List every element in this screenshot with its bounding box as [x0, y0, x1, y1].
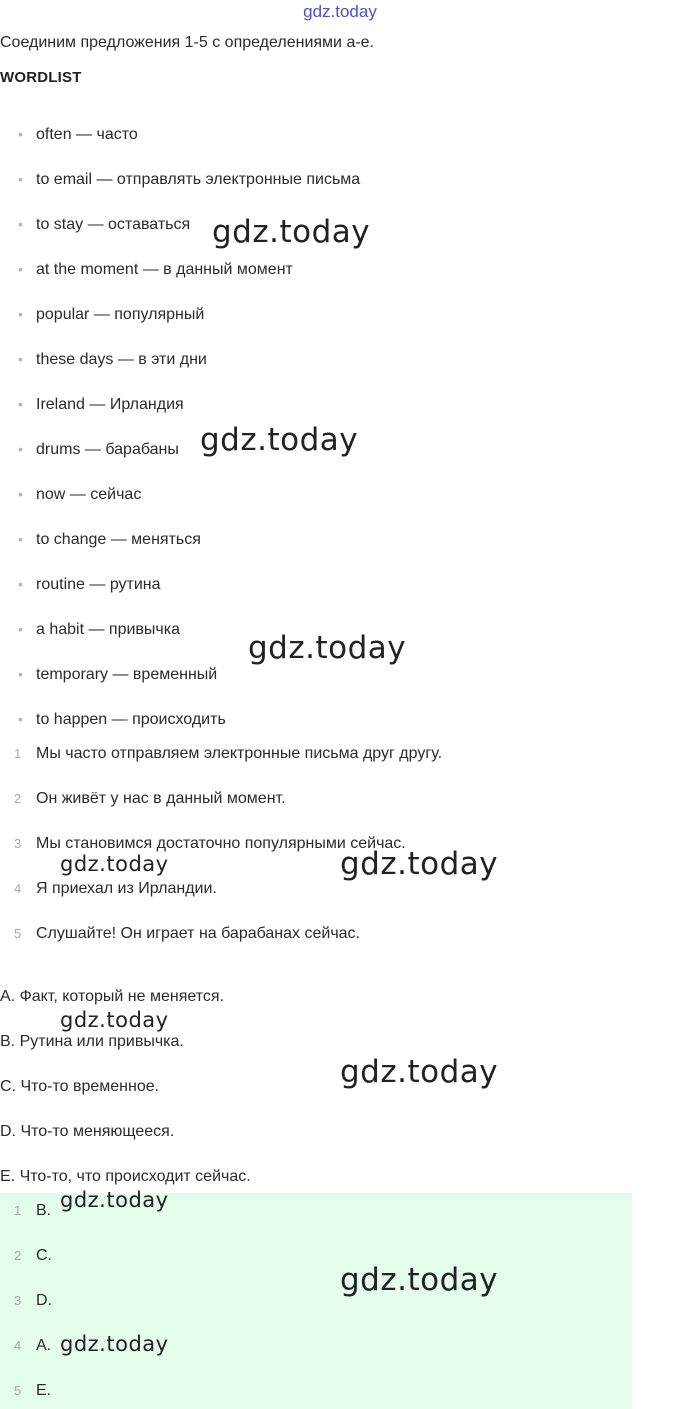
header-watermark: gdz.today	[303, 2, 377, 21]
wordlist-item: • to stay — оставаться	[18, 213, 190, 235]
wordlist-item: • to email — отправлять электронные письма	[18, 168, 360, 190]
bullet-icon: •	[18, 621, 23, 637]
watermark: gdz.today	[60, 1188, 169, 1212]
sentence-item: 1 Мы часто отправляем электронные письма друг другу.	[14, 745, 443, 762]
definition-item: E. Что-то, что происходит сейчас.	[0, 1168, 251, 1185]
bullet-icon: •	[18, 126, 23, 142]
wordlist-item: • Ireland — Ирландия	[18, 393, 184, 415]
watermark: gdz.today	[340, 1054, 499, 1090]
answer-item: 2 C.	[14, 1247, 52, 1264]
wordlist-item: • drums — барабаны	[18, 438, 179, 460]
bullet-icon: •	[18, 216, 23, 232]
bullet-icon: •	[18, 576, 23, 592]
task-instruction: Соединим предложения 1-5 с определениями a-e.	[0, 34, 375, 51]
bullet-icon: •	[18, 171, 23, 187]
definition-item: C. Что-то временное.	[0, 1078, 160, 1095]
watermark: gdz.today	[340, 846, 499, 882]
bullet-icon: •	[18, 486, 23, 502]
answer-item: 5 E.	[14, 1382, 52, 1399]
watermark: gdz.today	[60, 852, 169, 876]
answers-box	[0, 1193, 632, 1409]
bullet-icon: •	[18, 396, 23, 412]
watermark: gdz.today	[60, 1332, 169, 1356]
answer-item: 1 B.	[14, 1202, 52, 1219]
wordlist-item: • to change — меняться	[18, 528, 201, 550]
definition-item: A. Факт, который не меняется.	[0, 988, 225, 1005]
wordlist-item: • often — часто	[18, 123, 138, 145]
wordlist-item: • to happen — происходить	[18, 708, 226, 730]
sentence-item: 3 Мы становимся достаточно популярными сейчас.	[14, 835, 406, 852]
wordlist-heading: WORDLIST	[0, 69, 82, 86]
wordlist-item: • temporary — временный	[18, 663, 217, 685]
bullet-icon: •	[18, 351, 23, 367]
definition-item: D. Что-то меняющееся.	[0, 1123, 175, 1140]
bullet-icon: •	[18, 261, 23, 277]
watermark: gdz.today	[340, 1262, 499, 1298]
wordlist-item: • now — сейчас	[18, 483, 141, 505]
sentence-item: 4 Я приехал из Ирландии.	[14, 880, 217, 897]
bullet-icon: •	[18, 666, 23, 682]
sentence-item: 5 Слушайте! Он играет на барабанах сейчас.	[14, 925, 360, 942]
wordlist-item: • popular — популярный	[18, 303, 204, 325]
answer-item: 3 D.	[14, 1292, 52, 1309]
watermark: gdz.today	[60, 1008, 169, 1032]
wordlist-item: • a habit — привычка	[18, 618, 180, 640]
watermark: gdz.today	[248, 630, 407, 666]
watermark: gdz.today	[212, 214, 371, 250]
sentence-item: 2 Он живёт у нас в данный момент.	[14, 790, 286, 807]
wordlist-item: • routine — рутина	[18, 573, 161, 595]
bullet-icon: •	[18, 441, 23, 457]
definition-item: B. Рутина или привычка.	[0, 1033, 184, 1050]
wordlist-item: • at the moment — в данный момент	[18, 258, 293, 280]
bullet-icon: •	[18, 531, 23, 547]
bullet-icon: •	[18, 306, 23, 322]
answer-item: 4 A.	[14, 1337, 52, 1354]
wordlist-item: • these days — в эти дни	[18, 348, 207, 370]
bullet-icon: •	[18, 711, 23, 727]
watermark: gdz.today	[200, 422, 359, 458]
